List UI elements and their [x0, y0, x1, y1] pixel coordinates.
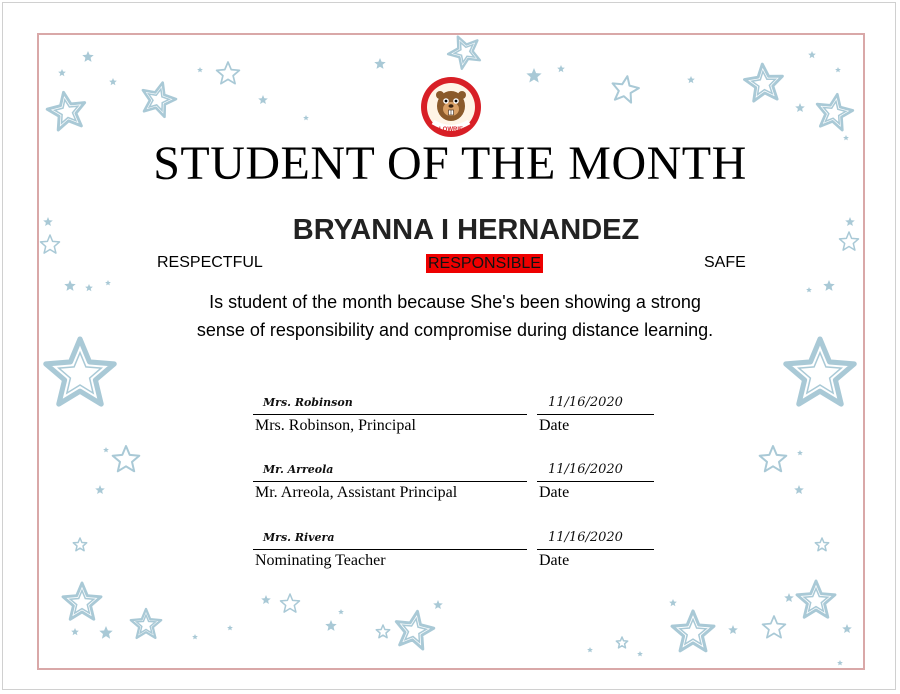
signature-date: 11/16/2020: [548, 530, 623, 545]
signature-line: [253, 414, 527, 415]
reason-line-2: sense of responsibility and compromise during distance learning.: [196, 320, 714, 340]
signer-title: Mr. Arreola, Assistant Principal: [255, 484, 458, 501]
signature-assistant-principal: Mr. Arreola: [263, 463, 334, 476]
signer-title: Mrs. Robinson, Principal: [255, 417, 416, 434]
beaver-mascot-logo: [420, 76, 482, 138]
date-line: [537, 414, 654, 415]
date-label: Date: [539, 417, 570, 434]
value-responsible-highlighted: RESPONSIBLE: [428, 255, 541, 272]
signature-date: 11/16/2020: [548, 395, 623, 410]
signer-title: Nominating Teacher: [255, 552, 386, 569]
certificate-title: STUDENT OF THE MONTH: [153, 137, 747, 190]
date-label: Date: [539, 484, 570, 501]
signature-principal: Mrs. Robinson: [263, 396, 353, 409]
value-respectful: RESPECTFUL: [157, 254, 263, 271]
signature-date: 11/16/2020: [548, 462, 623, 477]
reason-line-1: Is student of the month because She's been showing a strong: [209, 292, 701, 312]
date-label: Date: [539, 552, 570, 569]
signature-teacher: Mrs. Rivera: [263, 531, 335, 544]
signature-line: [253, 549, 527, 550]
student-name: BRYANNA I HERNANDEZ: [292, 214, 640, 246]
date-line: [537, 481, 654, 482]
logo-text: LOWRIE: [439, 127, 463, 133]
reason-text: [120, 288, 790, 344]
value-safe: SAFE: [704, 254, 746, 271]
date-line: [537, 549, 654, 550]
signature-line: [253, 481, 527, 482]
